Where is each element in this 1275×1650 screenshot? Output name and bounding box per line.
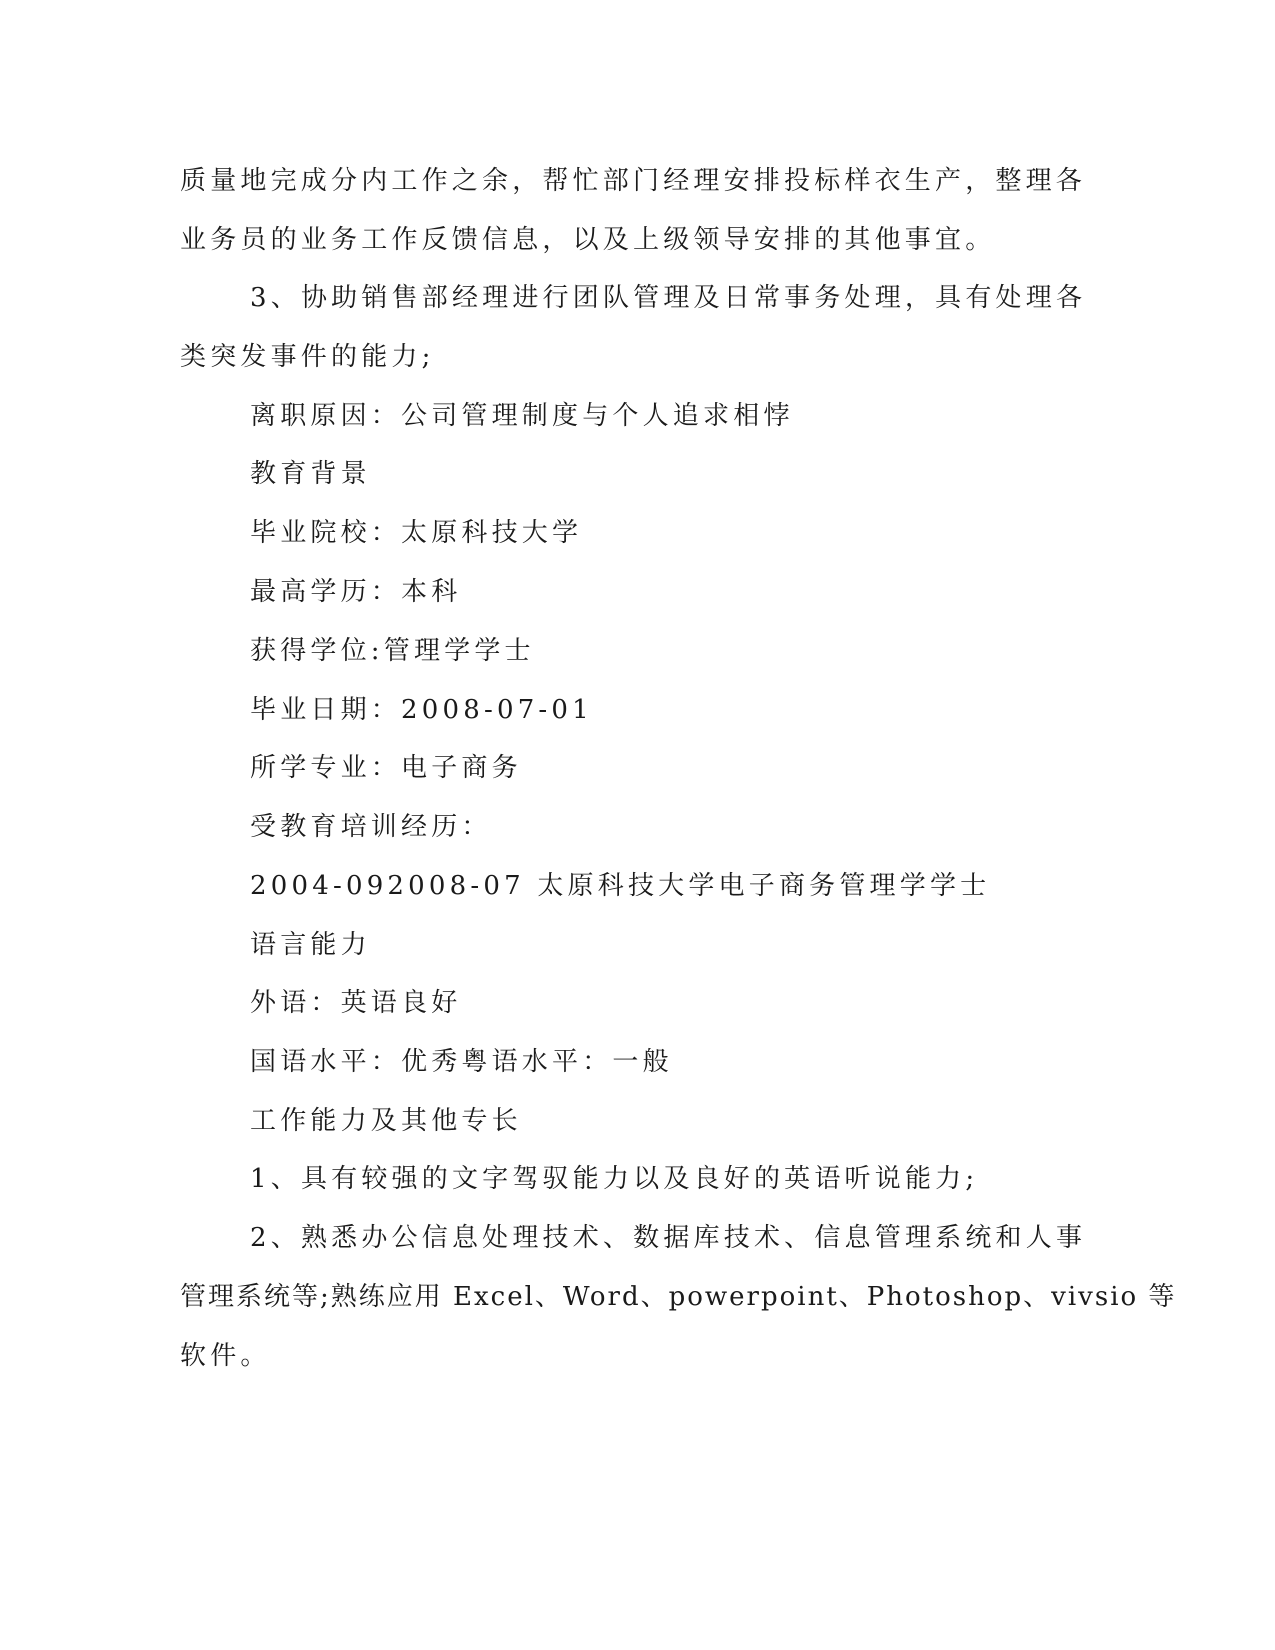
training-heading-line: 受教育培训经历：	[250, 812, 492, 842]
leave-reason-line: 离职原因：公司管理制度与个人追求相悖	[250, 401, 794, 431]
foreign-language-line: 外语：英语良好	[250, 988, 462, 1018]
degree-line: 获得学位:管理学学士	[250, 636, 535, 666]
major-line: 所学专业：电子商务	[250, 753, 522, 783]
paragraph-line: 3、协助销售部经理进行团队管理及日常事务处理，具有处理各	[250, 283, 1087, 313]
skill-item-line: 2、熟悉办公信息处理技术、数据库技术、信息管理系统和人事	[250, 1223, 1087, 1253]
training-entry-line: 2004-092008-07 太原科技大学电子商务管理学学士	[250, 871, 991, 901]
paragraph-line: 类突发事件的能力;	[180, 342, 435, 372]
paragraph-line: 质量地完成分内工作之余，帮忙部门经理安排投标样衣生产，整理各	[180, 166, 1087, 196]
skill-item-line: 1、具有较强的文字驾驭能力以及良好的英语听说能力;	[250, 1164, 979, 1194]
dialect-level-line: 国语水平：优秀粤语水平：一般	[250, 1047, 673, 1077]
paragraph-line: 管理系统等;熟练应用 Excel、Word、powerpoint、Photoshop、vivsio 等	[180, 1282, 1177, 1312]
paragraph-line: 业务员的业务工作反馈信息，以及上级领导安排的其他事宜。	[180, 225, 996, 255]
section-heading-education: 教育背景	[250, 459, 371, 489]
paragraph-line: 软件。	[180, 1341, 271, 1371]
section-heading-language: 语言能力	[250, 930, 371, 960]
graduation-date-line: 毕业日期：2008-07-01	[250, 695, 593, 725]
school-line: 毕业院校：太原科技大学	[250, 518, 583, 548]
degree-level-line: 最高学历：本科	[250, 577, 462, 607]
section-heading-skills: 工作能力及其他专长	[250, 1106, 522, 1136]
